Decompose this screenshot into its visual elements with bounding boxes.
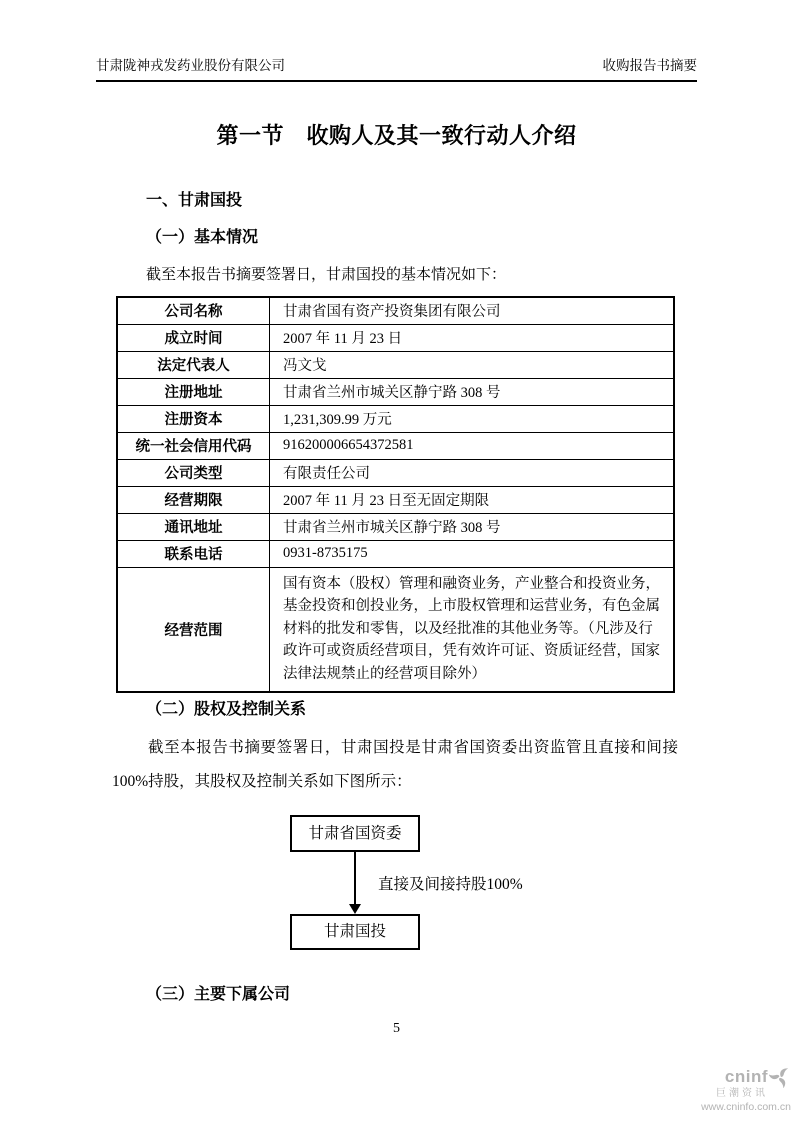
- row-label: 经营范围: [117, 567, 270, 692]
- chapter-title: 第一节 收购人及其一致行动人介绍: [216, 123, 577, 148]
- diagram-box-child-guotou: 甘肃国投: [290, 914, 420, 950]
- header-company-name: 甘肃陇神戎发药业股份有限公司: [96, 58, 285, 73]
- row-label: 通讯地址: [117, 513, 270, 540]
- cninfo-brand-text: cninf: [724, 1067, 768, 1087]
- row-value: 2007 年 11 月 23 日至无固定期限: [270, 486, 675, 513]
- page-header: [96, 54, 697, 82]
- table-row: [117, 459, 674, 486]
- row-value: 有限责任公司: [270, 459, 675, 486]
- table-row: [117, 405, 674, 432]
- row-value: 1,231,309.99 万元: [270, 405, 675, 432]
- table-row-business-scope: [117, 567, 674, 692]
- subsection-heading-basic-info: （一）基本情况: [146, 229, 259, 246]
- row-value: 国有资本（股权）管理和融资业务，产业整合和投资业务，基金投资和创投业务，上市股权管理和运营业务，有色金属材料的批发和零售，以及经批准的其他业务等。（凡涉及行政许可或资质经营项目，凭有效许可证、资质证经营，国家法律法规禁止的经营项目除外）: [270, 567, 675, 692]
- table-row: [117, 351, 674, 378]
- row-value: 冯文戈: [270, 351, 675, 378]
- header-doc-type: 收购报告书摘要: [602, 58, 697, 73]
- table-row: [117, 324, 674, 351]
- cninfo-url: www.cninfo.com.cn: [701, 1100, 791, 1113]
- row-label: 经营期限: [117, 486, 270, 513]
- cninfo-watermark: [700, 1066, 792, 1113]
- row-label: 统一社会信用代码: [117, 432, 270, 459]
- subsection-heading-subsidiaries: （三）主要下属公司: [146, 986, 291, 1003]
- diagram-box-parent-sasac: 甘肃省国资委: [290, 815, 420, 852]
- ownership-intro-paragraph: [112, 731, 678, 799]
- cninfo-swirl-icon: [769, 1066, 791, 1088]
- basic-info-intro-paragraph: 截至本报告书摘要签署日，甘肃国投的基本情况如下：: [146, 267, 507, 283]
- table-row: [117, 297, 674, 324]
- page-number: 5: [393, 1021, 400, 1036]
- table-row: [117, 378, 674, 405]
- row-value: 甘肃省兰州市城关区静宁路 308 号: [270, 513, 675, 540]
- diagram-arrow-head-icon: [349, 904, 361, 914]
- table-row: [117, 486, 674, 513]
- row-label: 公司类型: [117, 459, 270, 486]
- diagram-arrow-line: [354, 852, 356, 905]
- row-label: 注册地址: [117, 378, 270, 405]
- table-row: [117, 513, 674, 540]
- row-value: 甘肃省国有资产投资集团有限公司: [270, 297, 675, 324]
- ownership-intro-line1: 截至本报告书摘要签署日，甘肃国投是甘肃省国资委出资监管且直接和间接: [148, 739, 678, 756]
- row-value: 0931-8735175: [270, 540, 675, 567]
- row-label: 联系电话: [117, 540, 270, 567]
- row-label: 成立时间: [117, 324, 270, 351]
- row-value: 916200006654372581: [270, 432, 675, 459]
- diagram-arrow-label: 直接及间接持股100%: [378, 876, 523, 893]
- row-label: 法定代表人: [117, 351, 270, 378]
- row-value: 2007 年 11 月 23 日: [270, 324, 675, 351]
- subsection-heading-ownership: （二）股权及控制关系: [146, 701, 307, 718]
- cninfo-brand-row: [700, 1066, 792, 1088]
- row-value: 甘肃省兰州市城关区静宁路 308 号: [270, 378, 675, 405]
- basic-info-table: [116, 296, 675, 693]
- section-heading-gansu-guotou: 一、甘肃国投: [146, 192, 243, 209]
- row-label: 注册资本: [117, 405, 270, 432]
- table-row: [117, 432, 674, 459]
- cninfo-brand-chinese: 巨潮资讯: [716, 1088, 768, 1099]
- ownership-intro-line2: 100%持股，其股权及控制关系如下图所示：: [112, 773, 412, 790]
- table-row: [117, 540, 674, 567]
- row-label: 公司名称: [117, 297, 270, 324]
